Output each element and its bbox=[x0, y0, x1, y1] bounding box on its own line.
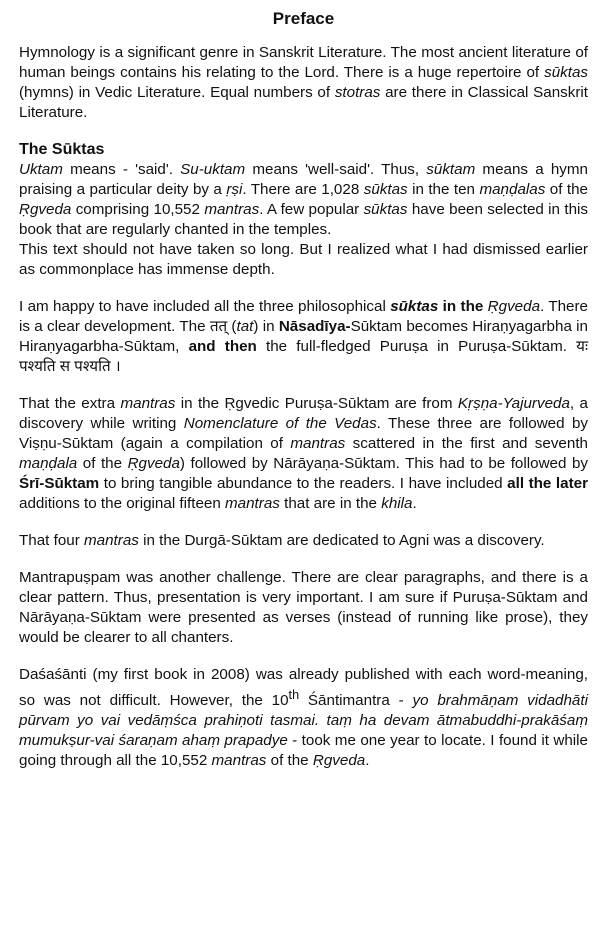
text-run: comprising 10,552 bbox=[71, 201, 205, 218]
italic-text: sūktas bbox=[363, 201, 408, 218]
emphasis-text: sūktas bbox=[390, 298, 439, 315]
text-run: Mantrapuṣpam was another challenge. There are clear paragraphs, and there is a clear pattern. Thus, presentation is very important. I am sure if Puruṣa-Sūktam and Nārāyaṇa-Sūktam were presented as verses (instead of running like prose), they would be clearer to all chanters. bbox=[19, 569, 588, 646]
italic-text: Nomenclature of the Vedas bbox=[183, 415, 377, 432]
text-run: . A few popular bbox=[259, 201, 364, 218]
page-title: Preface bbox=[272, 9, 335, 28]
text-run: the full-fledged Puruṣa in Puruṣa-Sūktam. यः पश्यति स पश्यति । bbox=[19, 338, 589, 375]
text-run: I am happy to have included all the three philosophical bbox=[19, 298, 391, 315]
paragraph-intro bbox=[19, 43, 588, 123]
text-run: - took me one year to locate. I found it while going through all the 10,552 bbox=[19, 732, 588, 770]
text-run: means 'well-said'. Thus, bbox=[245, 161, 427, 178]
paragraph-dasasanti bbox=[19, 665, 588, 771]
italic-text: mantras bbox=[120, 395, 176, 412]
bold-text: all the later bbox=[507, 475, 589, 492]
bold-text: in the bbox=[438, 298, 488, 315]
text-run: . There are 1,028 bbox=[242, 181, 364, 198]
text-run: This text should not have taken so long. But I realized what I had dismissed earlier as commonplace has immense depth. bbox=[19, 241, 588, 278]
paragraph-suktas-definition bbox=[19, 160, 588, 240]
bold-text bbox=[390, 298, 438, 315]
bold-text: Nāsadīya- bbox=[278, 318, 351, 335]
italic-text: Uktam bbox=[19, 161, 63, 178]
text-run: , a discovery while writing bbox=[19, 395, 588, 432]
paragraph-mantrapuspam bbox=[19, 568, 588, 648]
italic-text: maṇḍalas bbox=[479, 181, 546, 198]
text-run: in the Ṛgvedic Puruṣa-Sūktam are from bbox=[175, 395, 458, 412]
text-run: Hymnology is a significant genre in Sanskrit Literature. The most ancient literature of human beings contains his relating to the Lord. There is a huge repertoire of bbox=[19, 44, 588, 81]
text-run: Daśaśānti (my first book in 2008) was already published with each word-meaning, so was not difficult. However, the 10 bbox=[19, 666, 588, 710]
text-run: . bbox=[412, 495, 417, 512]
text-run: to bring tangible abundance to the readers. I have included bbox=[99, 475, 508, 492]
italic-text: Ṛgveda bbox=[312, 752, 366, 770]
text-run: in the Durgā-Sūktam are dedicated to Agni was a discovery. bbox=[138, 532, 545, 549]
text-run: that are in the bbox=[279, 495, 382, 512]
text-run: of the bbox=[266, 752, 313, 770]
bold-text: Śrī-Sūktam bbox=[19, 475, 100, 492]
italic-text: tat bbox=[236, 318, 254, 335]
text-run: additions to the original fifteen bbox=[19, 495, 226, 512]
italic-text: Kṛṣṇa-Yajurveda bbox=[457, 395, 570, 412]
text-run: (hymns) in Vedic Literature. Equal numbers of bbox=[19, 84, 335, 101]
italic-text: khila bbox=[381, 495, 413, 512]
italic-text: Ṛgveda bbox=[487, 298, 541, 315]
text-run: . bbox=[365, 752, 370, 770]
text-run: . These three are followed by Viṣṇu-Sūktam (again a compilation of bbox=[19, 415, 588, 452]
paragraph-purusa-suktam bbox=[19, 394, 588, 514]
paragraph-philosophical-suktas bbox=[19, 297, 588, 377]
bold-text: and then bbox=[188, 338, 257, 355]
italic-text: mantras bbox=[225, 495, 280, 512]
italic-text: maṇḍala bbox=[19, 455, 78, 472]
text-run: have been selected in this book that are regularly chanted in the temples. bbox=[19, 201, 588, 238]
text-run: That the extra bbox=[19, 395, 121, 412]
italic-text: ṛṣi bbox=[226, 181, 243, 198]
paragraph-text-delay bbox=[19, 240, 588, 280]
italic-text: mantras bbox=[211, 752, 267, 770]
section-heading: The Sūktas bbox=[19, 141, 105, 158]
text-run: means - 'said'. bbox=[62, 161, 181, 178]
text-run: Śāntimantra - bbox=[299, 692, 413, 710]
italic-text: mantras bbox=[84, 532, 139, 549]
text-run: scattered in the first and seventh bbox=[345, 435, 588, 452]
italic-text: mantras bbox=[290, 435, 346, 452]
italic-text: Ṛgveda bbox=[19, 201, 72, 218]
italic-text: sūktam bbox=[426, 161, 476, 178]
text-run: means a hymn praising a particular deity by a bbox=[19, 161, 588, 198]
text-run: in the ten bbox=[407, 181, 480, 198]
text-run: ) in bbox=[253, 318, 279, 335]
text-run: . There is a clear development. The तत् ( bbox=[19, 298, 589, 335]
text-run: That four bbox=[19, 532, 84, 549]
superscript-text: th bbox=[288, 688, 300, 702]
italic-text: Su-uktam bbox=[180, 161, 246, 178]
text-run: ) followed by Nārāyaṇa-Sūktam. This had to be followed by bbox=[179, 455, 588, 472]
text-run: of the bbox=[545, 181, 588, 198]
text-run: are there in Classical Sanskrit Literature. bbox=[19, 84, 588, 121]
paragraph-durga-suktam bbox=[19, 531, 588, 551]
italic-text: sūktas bbox=[544, 64, 588, 81]
text-run: Sūktam becomes Hiraṇyagarbha in Hiraṇyagarbha-Sūktam, bbox=[19, 318, 588, 355]
text-run: of the bbox=[77, 455, 128, 472]
italic-text: yo brahmāṇam vidadhāti pūrvam yo vai vedāṃśca prahiṇoti tasmai. taṃ ha devam ātmabuddhi-prakāśaṃ mumukṣur-vai śaraṇam ahaṃ prapadye bbox=[19, 692, 588, 750]
italic-text: mantras bbox=[204, 201, 260, 218]
italic-text: Ṛgveda bbox=[127, 455, 180, 472]
italic-text: stotras bbox=[334, 84, 381, 101]
italic-text: sūktas bbox=[363, 181, 408, 198]
